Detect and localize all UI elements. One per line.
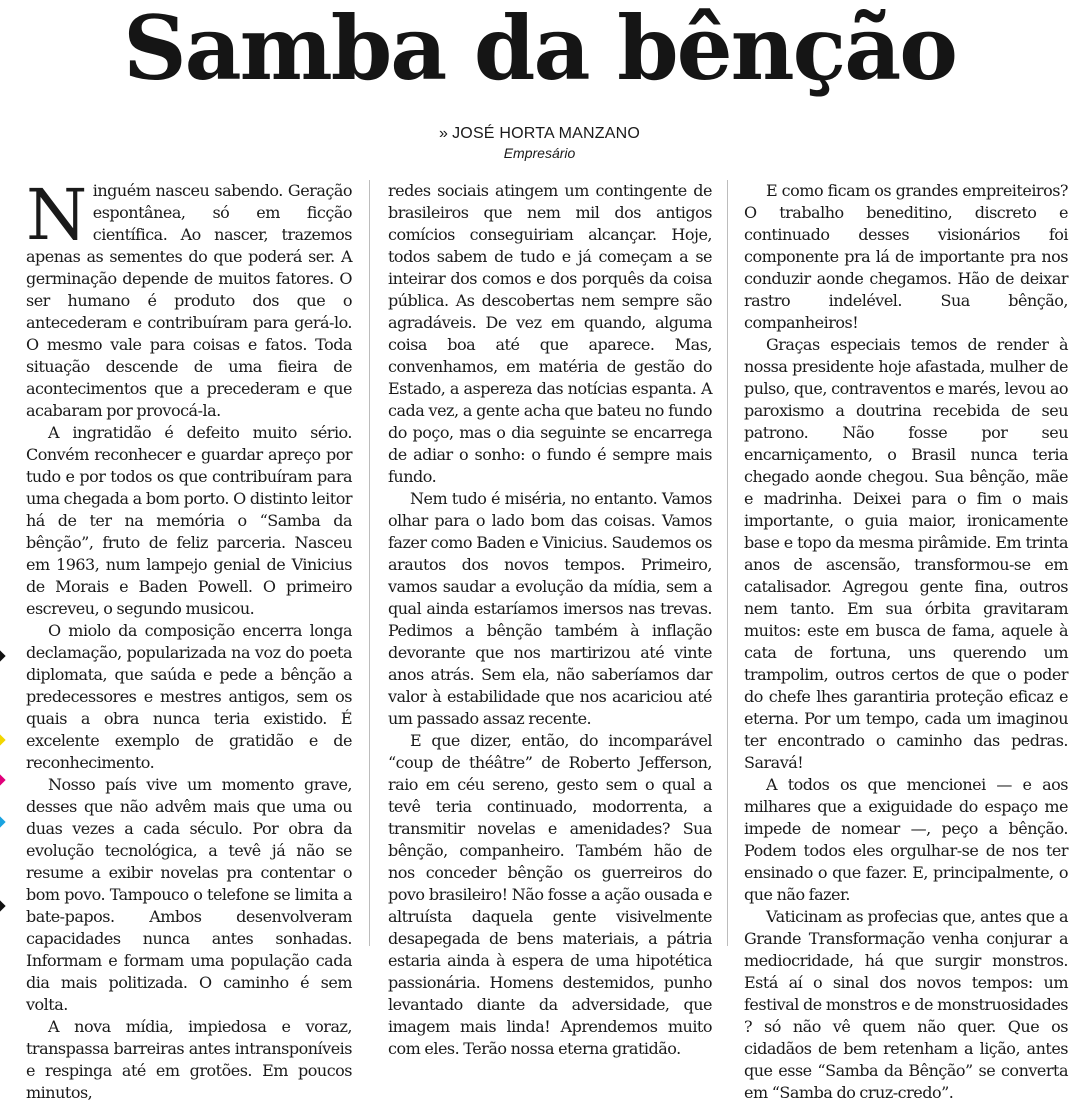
paragraph: E como ficam os grandes empreiteiros? O trabalho beneditino, discreto e continuado desses visionários foi componente pra lá de importante pra nos conduzir aonde chegamos. Hão de deixar rastro indelével. Sua bênção, companheiros!	[744, 181, 1068, 332]
byline	[0, 124, 1079, 162]
paragraph	[26, 174, 352, 422]
paragraph: redes sociais atingem um contingente de brasileiros que nem mil dos antigos comícios conseguiriam alcançar. Hoje, todos sabem de tudo e já começam a se inteirar dos comos e dos porquês da coisa pública. As descobertas nem sempre são agradáveis. De vez em quando, alguma coisa boa até que aparece. Mas, convenhamos, em matéria de gestão do Estado, a aspereza das notícias espanta. A cada vez, a gente acha que bateu no fundo do poço, mas o dia seguinte se encarrega de adiar o sonho: o fundo é sempre mais fundo.	[388, 181, 712, 486]
author-name: JOSÉ HORTA MANZANO	[452, 125, 641, 142]
paragraph: Nosso país vive um momento grave, desses que não advêm mais que uma ou duas vezes a cada século. Por obra da evolução tecnológica, a tevê já não se resume a exibir novelas pra contentar o bom povo. Tampouco o telefone se limita a bate-papos. Ambos desenvolveram capacidades nunca antes sonhadas. Informam e formam uma população cada dia mais politizada. O caminho é sem volta.	[26, 775, 352, 1014]
paragraph: Vaticinam as profecias que, antes que a Grande Transformação venha conjurar a mediocridade, há que surgir monstros. Está aí o sinal dos novos tempos: um festival de monstros e de monstruosidades ? só não vê quem não quer. Que os cidadãos de bem retenham a lição, antes que esse “Samba da Bênção” se converta em “Samba do cruz-credo”.	[744, 907, 1068, 1102]
paragraph-text: inguém nasceu sabendo. Geração espontânea, só em ficção científica. Ao nascer, trazemos apenas as sementes do que poderá ser. A germinação depende de muitos fatores. O ser humano é produto dos que o antecederam e contribuíram para gerá-lo. O mesmo vale para coisas e fatos. Toda situação descende de uma fieira de acontecimentos que a precederam e que acabaram por provocá-la.	[26, 181, 352, 420]
byline-marker: »	[438, 125, 449, 142]
column-2	[388, 180, 712, 1058]
paragraph: Nem tudo é miséria, no entanto. Vamos olhar para o lado bom das coisas. Vamos fazer como Baden e Vinicius. Saudemos os arautos dos novos tempos. Primeiro, vamos saudar a evolução da mídia, sem a qual ainda estaríamos imersos nas trevas. Pedimos a bênção também à inflação devorante que nos martirizou até vinte anos atrás. Sem ela, não saberíamos dar valor à estabilidade que nos acariciou até um passado assaz recente.	[388, 489, 712, 728]
author-role: Empresário	[503, 145, 576, 161]
paragraph: Graças especiais temos de render à nossa presidente hoje afastada, mulher de pulso, que, contraventos e marés, levou ao paroxismo a doutrina recebida de seu patrono. Não fosse por seu encarniçamento, o Brasil nunca teria chegado aonde chegou. Sua bênção, mãe e madrinha. Deixei para o fim o mais importante, o guia maior, ironicamente base e topo da mesma pirâmide. Em trinta anos de ascensão, transformou-se em catalisador. Agregou gente fina, outros nem tanto. Em sua órbita gravitaram muitos: este em busca de fama, aquele à cata de fortuna, uns querendo um trampolim, outros certos de que o poder do chefe lhes garantiria proteção eficaz e eterna. Por um tempo, cada um imaginou ter encontrado o caminho das pedras. Saravá!	[744, 335, 1068, 772]
paragraph: E que dizer, então, do incomparável “coup de théâtre” de Roberto Jefferson, raio em céu sereno, gesto sem o qual a tevê teria continuado, modorrenta, a transmitir novelas e amenidades? Sua bênção, companheiro. Também hão de nos conceder bênção os guerreiros do povo brasileiro! Não fosse a ação ousada e altruísta daquela gente visivelmente desapegada de bens materiais, a pátria estaria ainda à espera de uma hipotética passionária. Homens destemidos, punho levantado diante da adversidade, que imagem mais linda! Aprendemos muito com eles. Terão nossa eterna gratidão.	[388, 731, 712, 1058]
paragraph: A nova mídia, impiedosa e voraz, transpassa barreiras antes intransponíveis e respinga até em grotões. Em poucos minutos,	[26, 1017, 352, 1102]
paragraph: A todos os que mencionei — e aos milhares que a exiguidade do espaço me impede de nomear —, peço a bênção. Podem todos eles orgulhar-se de nos ter ensinado o que fazer. E, principalmente, o que não fazer.	[744, 775, 1068, 904]
column-3	[744, 180, 1068, 1102]
author-line	[0, 124, 1079, 144]
drop-cap: N	[26, 174, 87, 256]
article-title: Samba da bênção	[123, 0, 956, 100]
article-body	[0, 174, 1079, 1102]
paragraph: O miolo da composição encerra longa declamação, popularizada na voz do poeta diplomata, que saúda e pede a bênção a predecessores e mestres antigos, sem os quais a obra nunca teria existido. É excelente exemplo de gratidão e de reconhecimento.	[26, 621, 352, 772]
column-1	[26, 174, 352, 1102]
paragraph: A ingratidão é defeito muito sério. Convém reconhecer e guardar apreço por tudo e por todos os que contribuíram para uma chegada a bom porto. O distinto leitor há de ter na memória o “Samba da bênção”, fruto de feliz parceria. Nasceu em 1963, num lampejo genial de Vinicius de Morais e Baden Powell. O primeiro escreveu, o segundo musicou.	[26, 423, 352, 618]
